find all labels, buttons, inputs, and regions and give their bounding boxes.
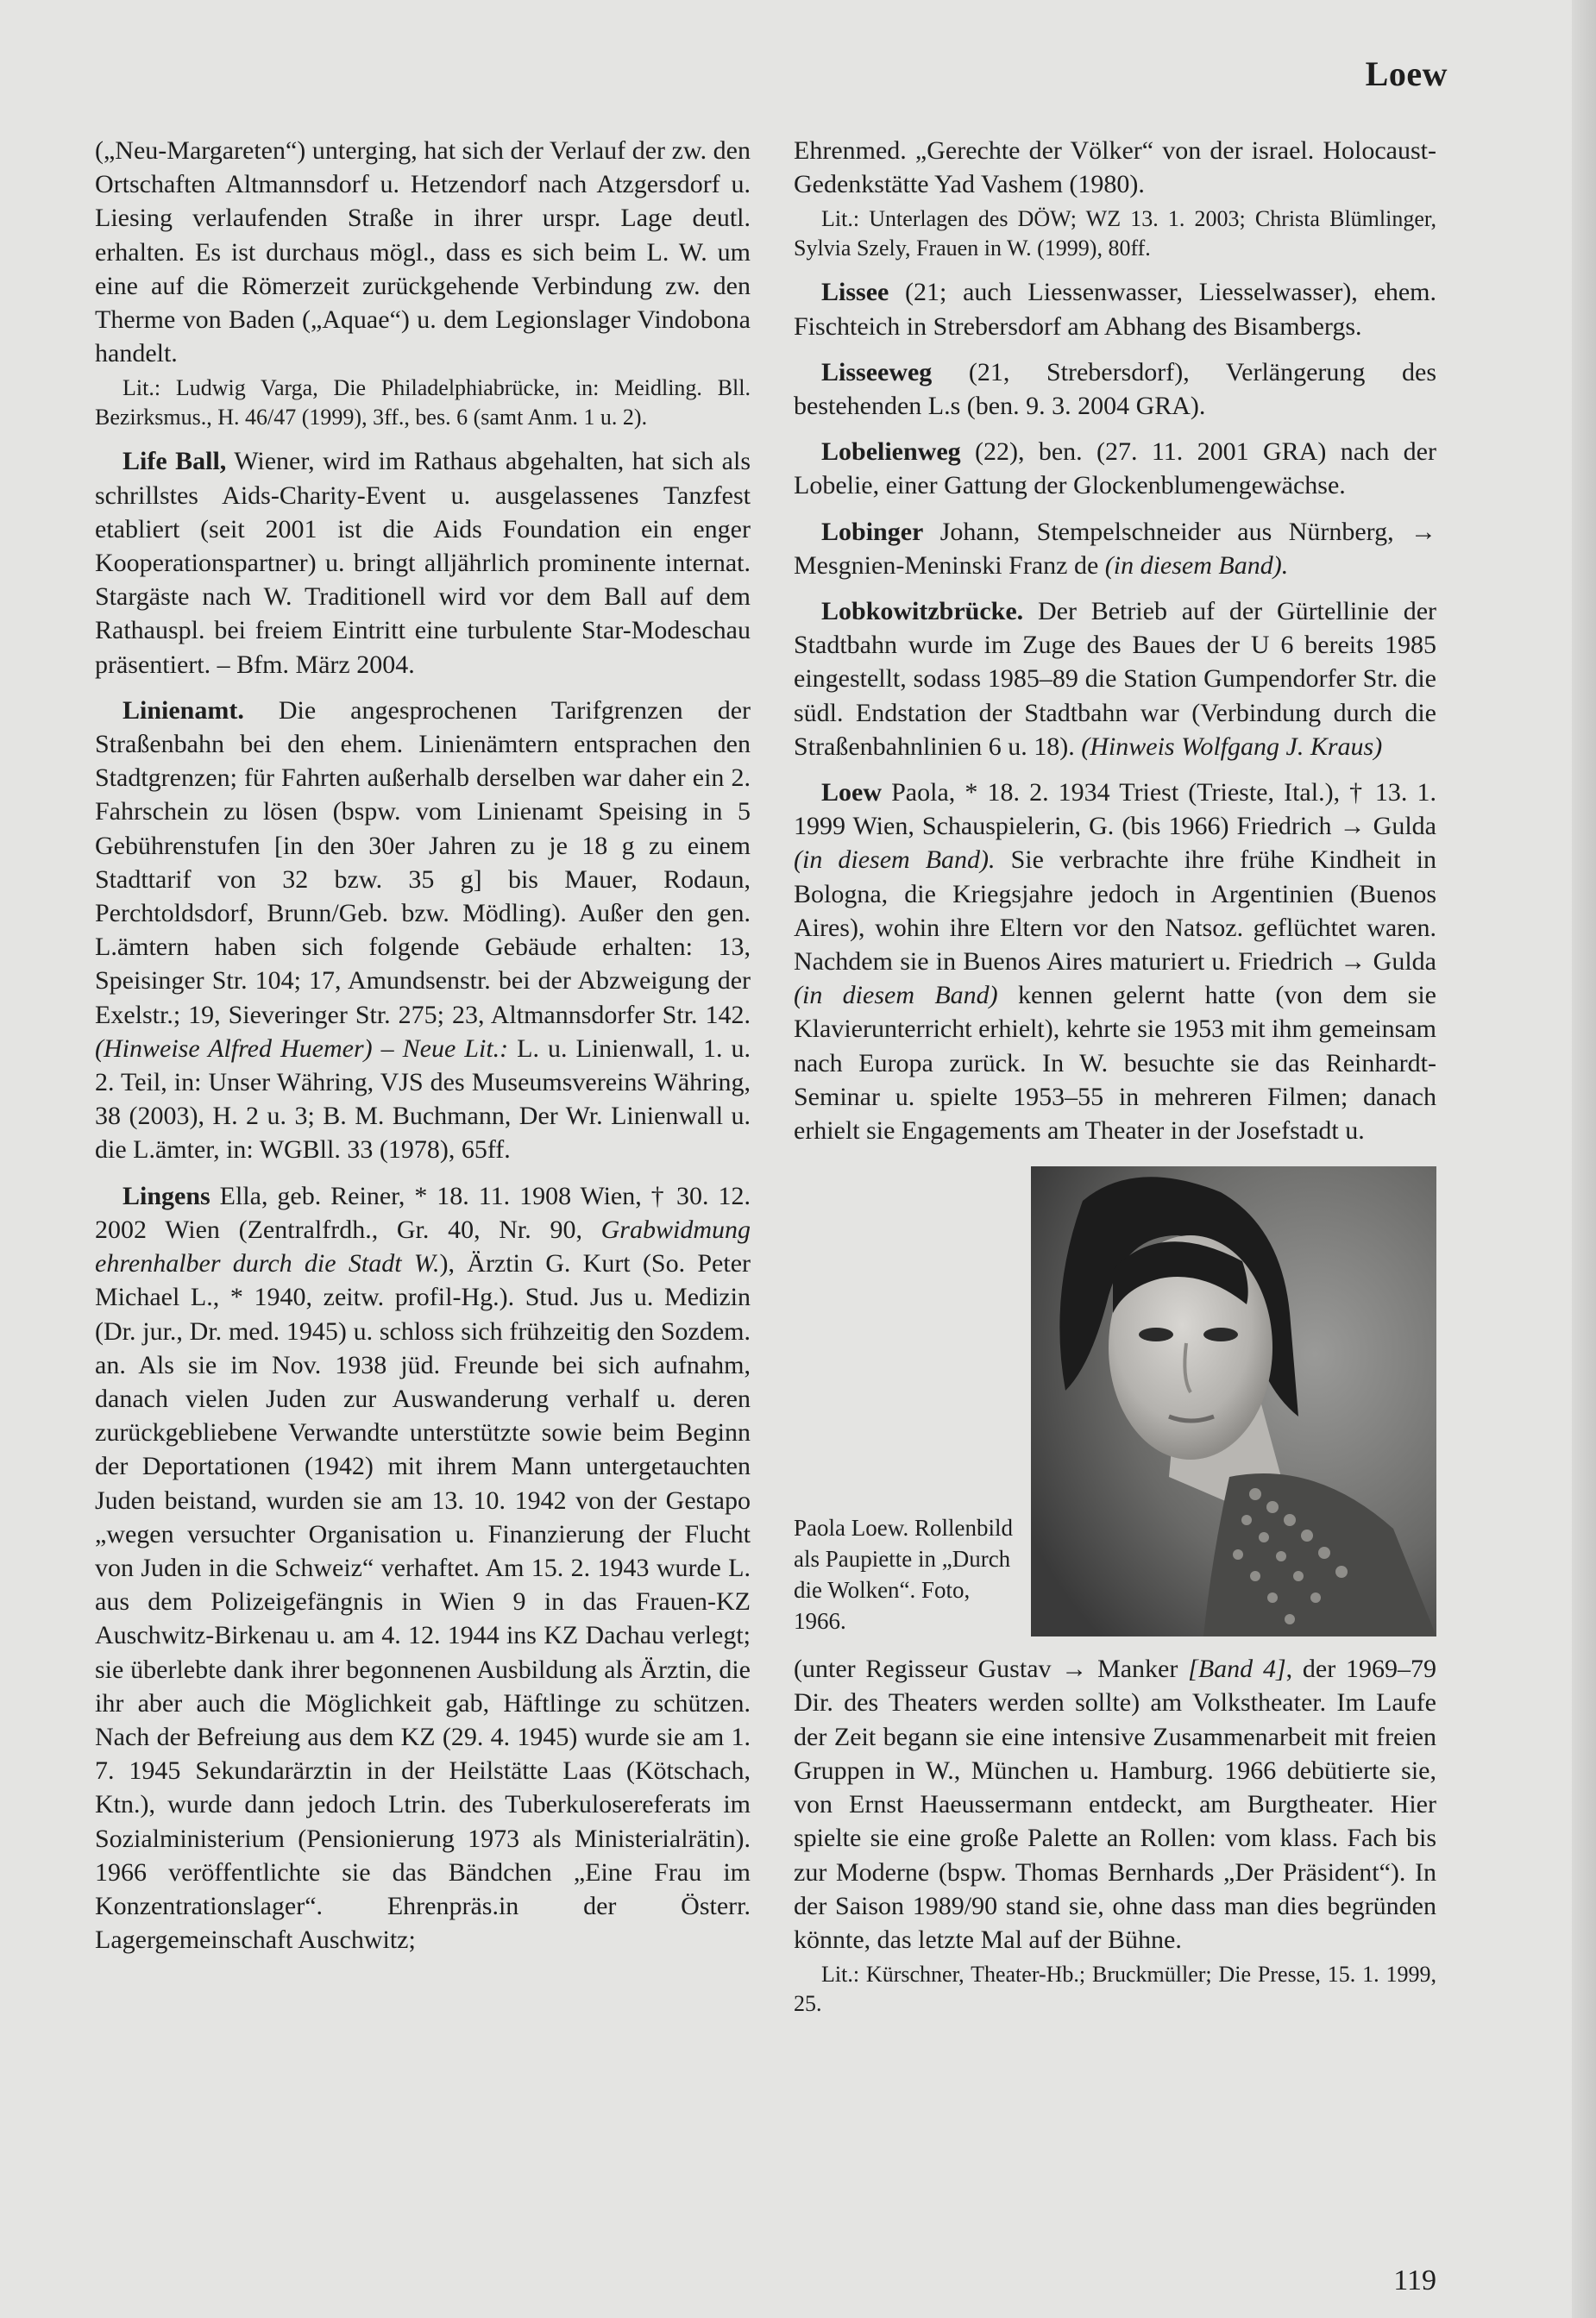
entry-text: Wiener, wird im Rathaus abgehalten, hat sich als schrillstes Aids-Charity-Event u. ausgelassenes Tanzfest etabliert (seit 2001 ist die Aids Foundation ein enger Kooperationspartner) u. bringt alljährlich prominente internat. Stargäste nach W. Traditionell wird vor dem Ball auf dem Rathauspl. bei freiem Eintritt eine turbulente Star-Modeschau präsentiert. – Bfm. März 2004. — [95, 447, 751, 679]
entry-lobelienweg — [794, 435, 1436, 502]
entry-text-cont: ), Ärztin G. Kurt (So. Peter Michael L., * 1940, zeitw. profil-Hg.). Stud. Jus u. Medizin (Dr. jur., Dr. med. 1945) u. schloss sich frühzeitig den Sozdem. an. Als sie im Nov. 1938 jüd. Freunde bei sich aufnahm, danach vielen Juden zur Auswanderung verhalf u. deren zurückgebliebene Verwandte unterstützte sowie beim Beginn der Deportationen (1942) mit ihrem Mann untergetauchten Juden beistand, wurden sie am 13. 10. 1942 von der Gestapo „wegen versuchter Organisation u. Finanzierung der Flucht von Juden in die Schweiz“ verhaftet. Am 15. 2. 1943 wurde L. aus dem Polizeigefängnis in Wien 9 in das Frauen-KZ Auschwitz-Birkenau u. am 4. 12. 1944 ins KZ Dachau verlegt; sie überlebte dank ihrer begonnenen Ausbildung als Ärztin, die ihr aber auch die Möglichkeit gab, Häftlinge zu schützen. Nach der Befreiung aus dem KZ (29. 4. 1945) wurde sie am 1. 7. 1945 Sekundarärztin in der Heilstätte Laas (Kötschach, Ktn.), wurde dann jedoch Ltrin. des Tuberkulosereferats im Sozialministerium (Pensionierung 1973 als Ministerialrätin). 1966 veröffentlichte sie das Bändchen „Eine Frau im Konzentrationslager“. Ehrenpräs.in der Österr. Lagergemeinschaft Auschwitz; — [95, 1249, 751, 1955]
entry-life-ball — [95, 444, 751, 681]
right-column — [794, 134, 1436, 2019]
entry-text: (21, Strebersdorf), Verlängerung des bestehenden L.s (ben. 9. 3. 2004 GRA). — [794, 357, 1436, 421]
paragraph-continuation: Ehrenmed. „Gerechte der Völker“ von der israel. Holocaust-Gedenkstätte Yad Vashem (1980). — [794, 136, 1436, 199]
page-number: 119 — [1393, 2265, 1436, 2296]
left-column — [95, 134, 751, 1957]
entry-text: Paola, * 18. 2. 1934 Triest (Trieste, Ital.), † 13. 1. 1999 Wien, Schauspielerin, G. (bis 1966) Friedrich → Gulda — [794, 778, 1436, 841]
paragraph-continuation: („Neu-Margareten“) unterging, hat sich der Verlauf der zw. den Ortschaften Altmannsdorf u. Hetzendorf nach Atzgersdorf u. Liesing verlaufenden Straße in ihrer urspr. Lage deutl. erhalten. Es ist durchaus mögl., dass es sich beim L. W. um eine auf die Römerzeit zurückgehende Verbindung zw. den Therme von Baden („Aquae“) u. dem Legionslager Vindobona handelt. — [95, 136, 751, 368]
italic-note: (in diesem Band). — [1104, 550, 1289, 580]
running-head: Loew — [1365, 54, 1448, 93]
entry-text: Ella, geb. Reiner, * 18. 11. 1908 Wien, † 30. 12. 2002 Wien (Zentralfrdh., Gr. 40, Nr. 90, — [95, 1181, 751, 1244]
hint-note: (Hinweise Alfred Huemer) — [95, 1033, 373, 1063]
entry-text: Johann, Stempelschneider aus Nürnberg, → Mesgnien-Meninski Franz de — [794, 517, 1436, 580]
page-edge-shadow — [1572, 0, 1596, 2318]
entry-text: (unter Regisseur Gustav → Manker — [794, 1655, 1189, 1684]
photo-caption: Paola Loew. Rollenbild als Paupiette in „Durch die Wolken“. Foto, 1966. — [794, 1515, 1013, 1635]
literature-reference: Lit.: Unterlagen des DÖW; WZ 13. 1. 2003; Christa Blümlinger, Sylvia Szely, Frauen in W. (1999), 80ff. — [794, 206, 1436, 261]
portrait-photo — [1031, 1166, 1436, 1636]
new-lit-label: Neue Lit.: — [402, 1033, 509, 1063]
italic-note: (in diesem Band). — [794, 845, 996, 875]
entry-lissee — [794, 275, 1436, 342]
dash: – — [372, 1033, 403, 1063]
headword: Lingens — [123, 1181, 210, 1210]
italic-note: (in diesem Band) — [794, 981, 998, 1010]
headword: Lisseeweg — [821, 357, 933, 386]
headword: Life Ball, — [123, 447, 227, 476]
headword: Loew — [821, 778, 882, 807]
headword: Linienamt. — [123, 695, 244, 725]
entry-lisseeweg — [794, 355, 1436, 423]
literature-reference: Lit.: Ludwig Varga, Die Philadelphiabrücke, in: Meidling. Bll. Bezirksmus., H. 46/47 (1999), 3ff., bes. 6 (samt Anm. 1 u. 2). — [95, 375, 751, 430]
entry-lobkowitzbruecke — [794, 594, 1436, 763]
headword: Lobkowitzbrücke. — [821, 597, 1024, 626]
entry-text-tail: L. u. Linienwall, 1. u. 2. Teil, in: Unser Währing, VJS des Museumsvereins Währing, 38 (2003), H. 2 u. 3; B. M. Buchmann, Der Wr. Linienwall u. die L.ämter, in: WGBll. 33 (1978), 65ff. — [95, 1033, 751, 1165]
entry-text: (21; auch Liessenwasser, Liesselwasser), ehem. Fischteich in Strebersdorf am Abhang des Bisambergs. — [794, 278, 1436, 341]
entry-loew — [794, 776, 1436, 1147]
entry-linienamt — [95, 694, 751, 1167]
italic-note: Grabwidmung ehrenhalber durch die Stadt W. — [95, 1215, 751, 1278]
entry-lingens — [95, 1179, 751, 1957]
hint-note: (Hinweis Wolfgang J. Kraus) — [1081, 732, 1383, 761]
entry-text-cont: Sie verbrachte ihre frühe Kindheit in Bologna, die Kriegsjahre jedoch in Argentinien (Buenos Aires), wohin ihre Eltern vor den Natsoz. geflüchtet waren. Nachdem sie in Buenos Aires maturiert u. Friedrich → Gulda — [794, 845, 1436, 977]
photo-block — [794, 1166, 1436, 1636]
entry-lobinger — [794, 515, 1436, 582]
entry-text: Die angesprochenen Tarifgrenzen der Straßenbahn bei den ehem. Linienämtern entsprachen den Stadtgrenzen; für Fahrten außerhalb derselben war daher ein 2. Fahrschein zu lösen (bspw. vom Linienamt Speising in 5 Gebührenstufen [in den 30er Jahren zu je 18 g zu einem Stadttarif von 32 bzw. 35 g] bis Mauer, Rodaun, Perchtoldsdorf, Brunn/Geb. bzw. Mödling). Außer den gen. L.ämtern haben sich folgende Gebäude erhalten: 13, Speisinger Str. 104; 17, Amundsenstr. bei der Abzweigung der Exelstr.; 19, Sieveringer Str. 275; 23, Altmannsdorfer Str. 142. — [95, 695, 751, 1029]
literature-reference: Lit.: Kürschner, Theater-Hb.; Bruckmüller; Die Presse, 15. 1. 1999, 25. — [794, 1962, 1436, 2017]
entry-text-cont: , der 1969–79 Dir. des Theaters werden sollte) am Volkstheater. Im Laufe der Zeit begann sie eine intensive Zusammenarbeit mit freien Gruppen in W., München u. Hamburg. 1966 debütierte sie, von Ernst Haeussermann entdeckt, am Burgtheater. Hier spielte sie eine große Palette an Rollen: vom klass. Fach bis zur Moderne (bspw. Thomas Bernhards „Der Präsident“). In der Saison 1989/90 stand sie, ohne dass man dies begründen könnte, das letzte Mal auf der Bühne. — [794, 1655, 1436, 1954]
entry-text: (22), ben. (27. 11. 2001 GRA) nach der Lobelie, einer Gattung der Glockenblumengewächse. — [794, 437, 1436, 500]
headword: Lobinger — [821, 517, 924, 546]
headword: Lobelienweg — [821, 437, 961, 467]
portrait-image — [1031, 1166, 1436, 1636]
entry-loew-continuation — [794, 1652, 1436, 1957]
italic-note: [Band 4] — [1188, 1655, 1286, 1684]
headword: Lissee — [821, 278, 889, 307]
entry-text: Der Betrieb auf der Gürtellinie der Stadtbahn wurde im Zuge des Baues der U 6 bereits 1985 eingestellt, sodass 1985–89 die Station Gumpendorfer Str. die südl. Endstation der Stadtbahn war (Verbindung durch die Straßenbahnlinien 6 u. 18). — [794, 597, 1436, 761]
entry-text-cont: kennen gelernt hatte (von dem sie Klavierunterricht erhielt), kehrte sie 1953 mit ihm gemeinsam nach Europa zurück. In W. besuchte sie das Reinhardt-Seminar u. spielte 1953–55 in mehreren Filmen; danach erhielt sie Engagements am Theater in der Josefstadt u. — [794, 981, 1436, 1146]
